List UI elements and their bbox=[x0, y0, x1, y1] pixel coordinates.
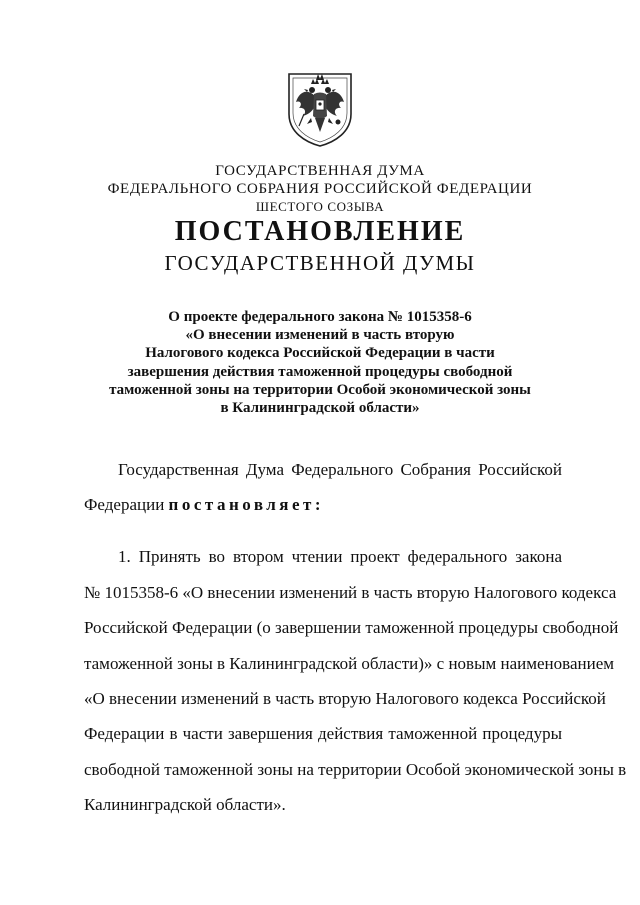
org-name-line-2: ФЕДЕРАЛЬНОГО СОБРАНИЯ РОССИЙСКОЙ ФЕДЕРАЦИИ bbox=[107, 181, 533, 197]
item1-line: № 1015358-6 «О внесении изменений в часть вторую Налогового кодекса bbox=[84, 583, 617, 602]
resolution-subject bbox=[80, 308, 560, 417]
item1-line: 1. Принять во втором чтении проект федерального закона bbox=[118, 547, 562, 566]
item1-line: Калининградской области». bbox=[84, 795, 286, 814]
item1-line: Российской Федерации (о завершении таможенной процедуры свободной bbox=[84, 618, 619, 637]
intro-line-1: Государственная Дума Федерального Собрания Российской bbox=[118, 460, 562, 479]
convocation-line: ШЕСТОГО СОЗЫВА bbox=[255, 199, 385, 214]
item1-line: «О внесении изменений в часть вторую Налогового кодекса Российской bbox=[84, 689, 606, 708]
item1-line: таможенной зоны в Калининградской области)» с новым наименованием bbox=[84, 654, 615, 673]
item1-line: Федерации в части завершения действия таможенной процедуры bbox=[84, 724, 562, 743]
org-name-line-1: ГОСУДАРСТВЕННАЯ ДУМА bbox=[215, 163, 425, 179]
document-type-title: ПОСТАНОВЛЕНИЕ bbox=[174, 216, 466, 247]
subject-line: О проекте федерального закона № 1015358-6 bbox=[168, 309, 472, 325]
subject-line: «О внесении изменений в часть вторую bbox=[185, 327, 455, 344]
subject-line: в Калининградской области» bbox=[220, 400, 420, 417]
intro-line-2 bbox=[84, 494, 562, 516]
document-issuer-subtitle: ГОСУДАРСТВЕННОЙ ДУМЫ bbox=[164, 251, 476, 275]
subject-line: таможенной зоны на территории Особой экономической зоны bbox=[109, 381, 531, 398]
subject-line: завершения действия таможенной процедуры свободной bbox=[127, 363, 513, 380]
item1-line: свободной таможенной зоны на территории Особой экономической зоны в bbox=[84, 760, 627, 779]
resolves-word: постановляет: bbox=[168, 495, 325, 514]
coat-of-arms-emblem bbox=[285, 70, 355, 148]
subject-line: Налогового кодекса Российской Федерации в части bbox=[145, 345, 495, 362]
intro-country: Федерации bbox=[84, 495, 169, 514]
